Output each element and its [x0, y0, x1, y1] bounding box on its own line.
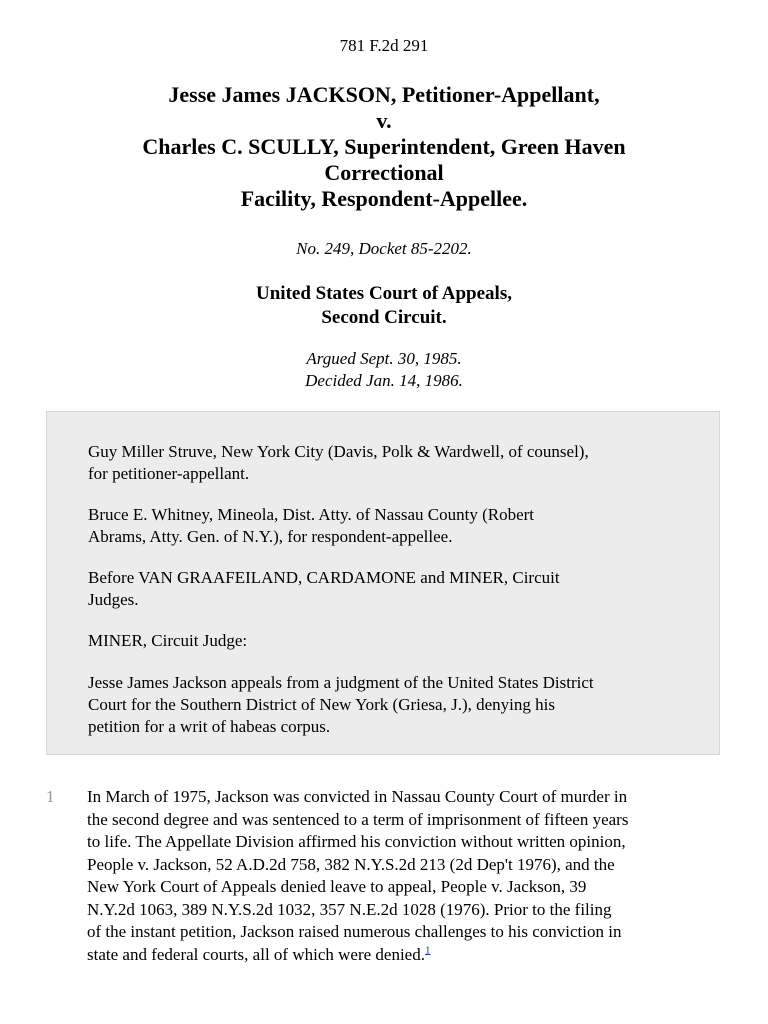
case-caption	[0, 82, 768, 212]
text-line: Judges.	[88, 590, 139, 609]
caption-line: v.	[376, 108, 392, 133]
judges-panel	[88, 567, 688, 611]
text-line: Before VAN GRAAFEILAND, CARDAMONE and MINER, Circuit	[88, 568, 560, 587]
text-line: People v. Jackson, 52 A.D.2d 758, 382 N.Y.S.2d 213 (2d Dep't 1976), and the	[87, 854, 615, 874]
court-name	[0, 282, 768, 330]
case-citation: 781 F.2d 291	[339, 36, 429, 55]
caption-line: Jesse James JACKSON, Petitioner-Appellant,	[168, 82, 600, 107]
text-line: state and federal courts, all of which were denied.	[87, 944, 425, 964]
caption-line: Charles C. SCULLY, Superintendent, Green Haven	[142, 134, 626, 159]
text-line: petition for a writ of habeas corpus.	[88, 717, 331, 736]
text-line: to life. The Appellate Division affirmed his conviction without written opinion,	[87, 832, 626, 851]
counsel-respondent	[88, 504, 688, 548]
opinion-author: MINER, Circuit Judge:	[88, 631, 248, 650]
paragraph-number: 1	[46, 787, 55, 806]
paragraph-text	[87, 786, 727, 966]
docket-number: No. 249, Docket 85-2202.	[296, 239, 472, 258]
syllabus-box	[46, 411, 720, 755]
decided-date: Decided Jan. 14, 1986.	[305, 371, 463, 390]
text-line: In March of 1975, Jackson was convicted in Nassau County Court of murder in	[87, 787, 628, 806]
text-line: Court for the Southern District of New York (Griesa, J.), denying his	[88, 695, 555, 714]
text-line: Guy Miller Struve, New York City (Davis, Polk & Wardwell, of counsel),	[88, 442, 589, 461]
text-line: Jesse James Jackson appeals from a judgment of the United States District	[88, 673, 594, 692]
text-line: of the instant petition, Jackson raised numerous challenges to his conviction in	[87, 922, 622, 941]
argued-date: Argued Sept. 30, 1985.	[306, 349, 462, 368]
court-line: Second Circuit.	[321, 307, 447, 328]
text-line: N.Y.2d 1063, 389 N.Y.S.2d 1032, 357 N.E.2d 1028 (1976). Prior to the filing	[87, 899, 612, 919]
text-line: for petitioner-appellant.	[88, 464, 250, 483]
court-line: United States Court of Appeals,	[256, 283, 512, 304]
counsel-petitioner	[88, 441, 688, 485]
case-dates	[0, 348, 768, 392]
text-line: Bruce E. Whitney, Mineola, Dist. Atty. of Nassau County (Robert	[88, 505, 535, 524]
text-line: New York Court of Appeals denied leave to appeal, People v. Jackson, 39	[87, 877, 587, 896]
case-summary	[88, 672, 688, 738]
footnote-link[interactable]: 1	[424, 943, 431, 956]
caption-line: Facility, Respondent-Appellee.	[240, 186, 528, 211]
caption-line: Correctional	[324, 160, 444, 185]
text-line: the second degree and was sentenced to a term of imprisonment of fifteen years	[87, 809, 629, 829]
text-line: Abrams, Atty. Gen. of N.Y.), for respondent-appellee.	[88, 527, 453, 546]
